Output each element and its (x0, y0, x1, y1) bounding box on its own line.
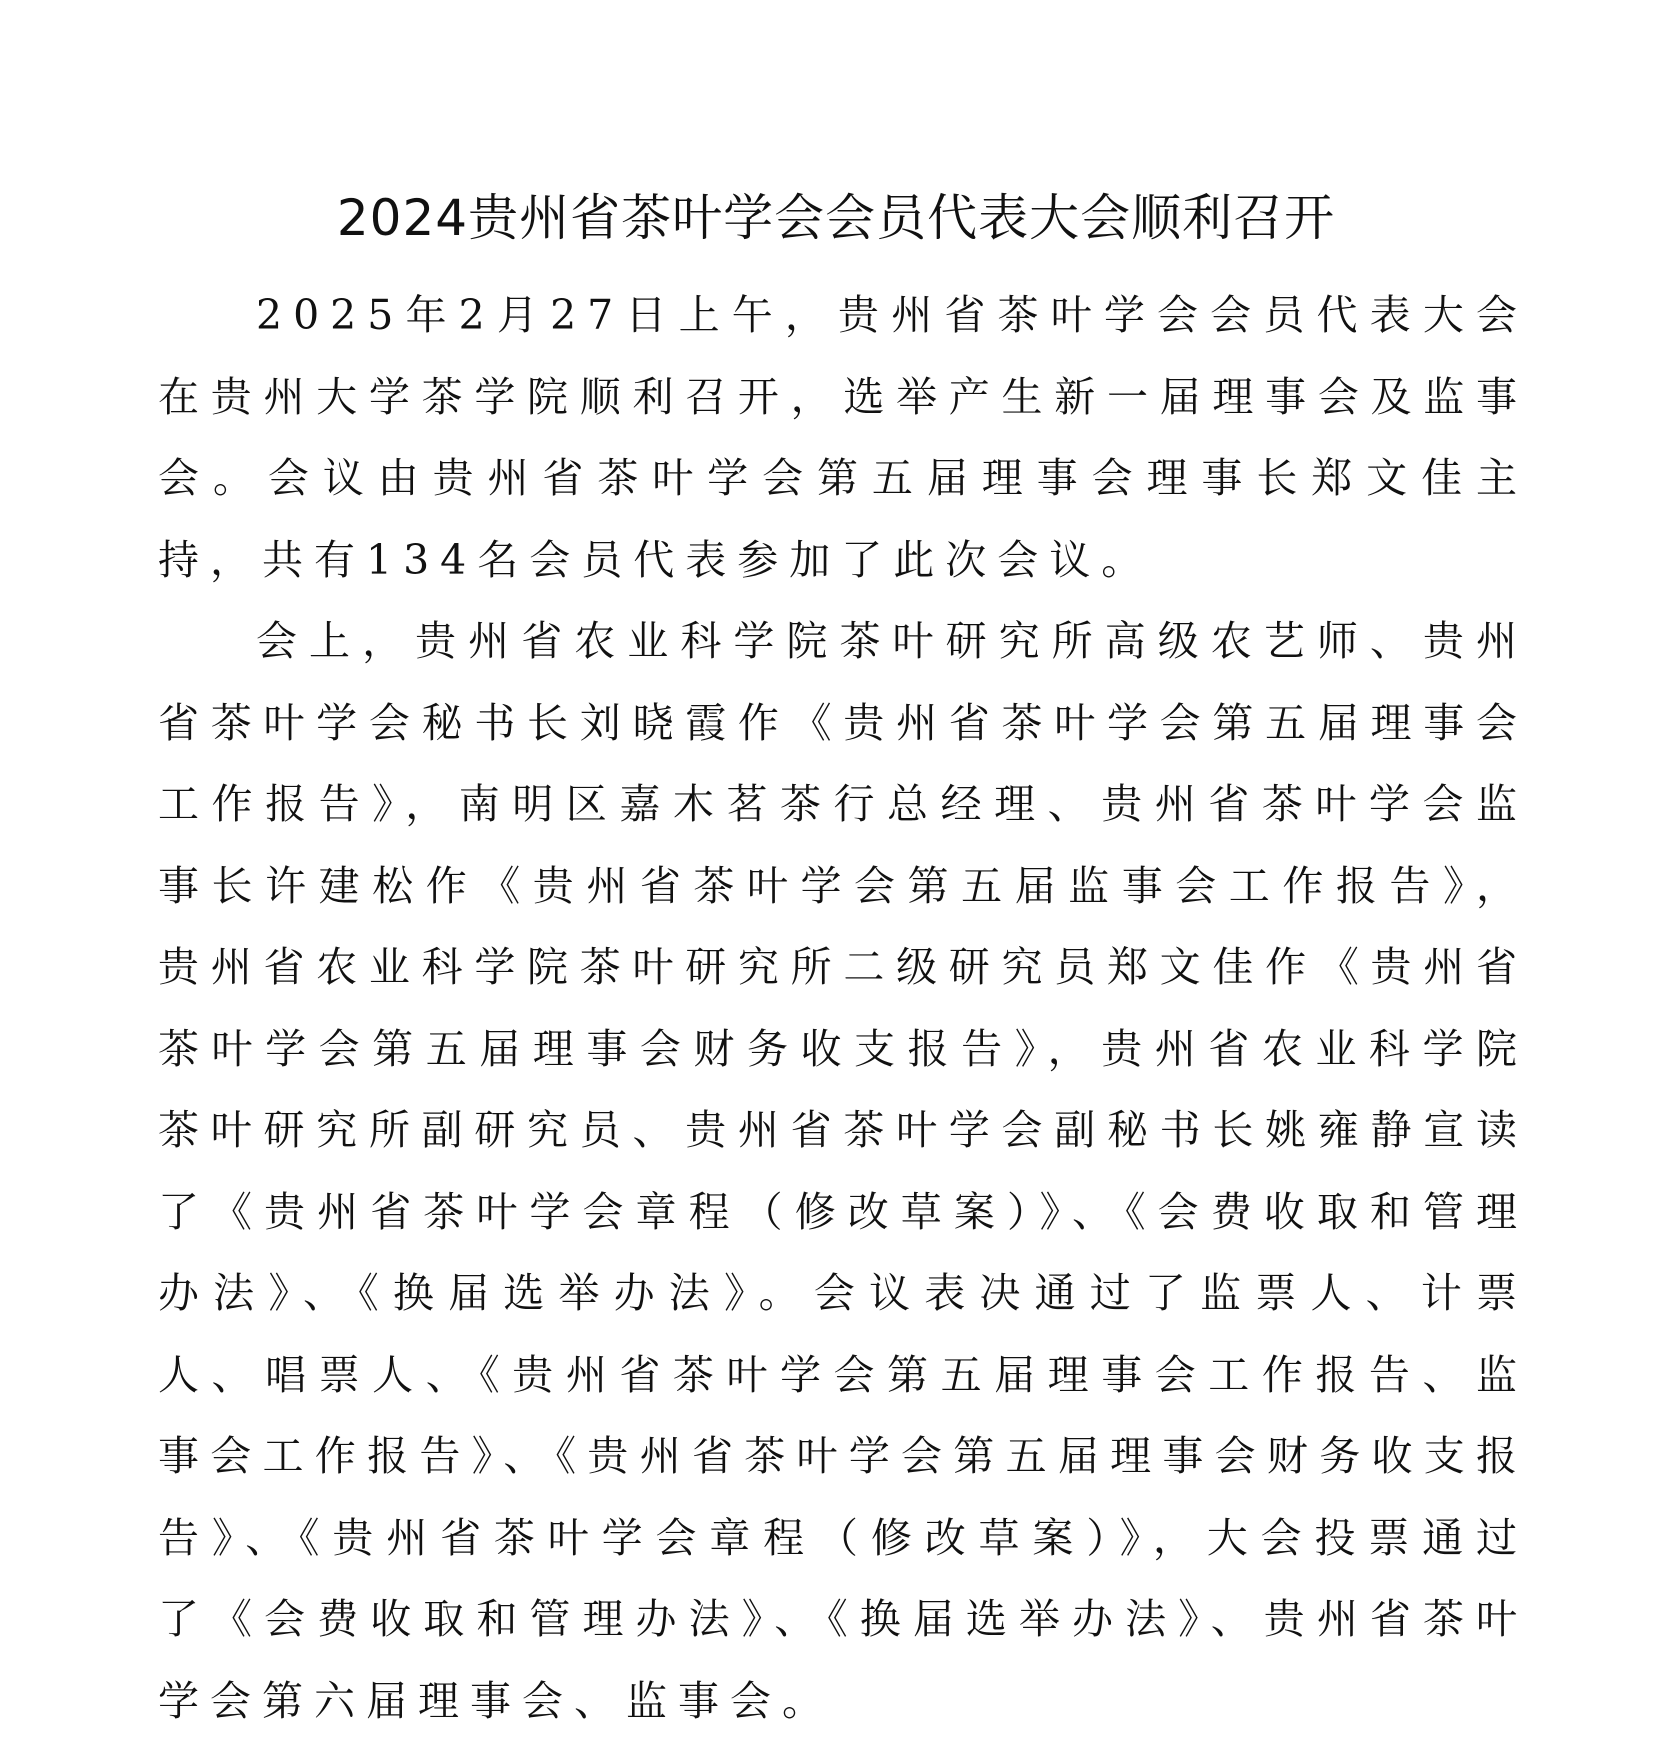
paragraph-meeting-summary: 2025年2月27日上午，贵州省茶叶学会会员代表大会在贵州大学茶学院顺利召开，选举产生新一届理事会及监事会。会议由贵州省茶叶学会第五届理事会理事长郑文佳主持，共有134名会员代表参加了此次会议。 (158, 291, 1528, 584)
document-body (158, 275, 1528, 1742)
paragraph-meeting-agenda: 会上，贵州省农业科学院茶叶研究所高级农艺师、贵州省茶叶学会秘书长刘晓霞作《贵州省茶叶学会第五届理事会工作报告》，南明区嘉木茗茶行总经理、贵州省茶叶学会监事长许建松作《贵州省茶叶学会第五届监事会工作报告》，贵州省农业科学院茶叶研究所二级研究员郑文佳作《贵州省茶叶学会第五届理事会财务收支报告》，贵州省农业科学院茶叶研究所副研究员、贵州省茶叶学会副秘书长姚雍静宣读了《贵州省茶叶学会章程（修改草案）》、《会费收取和管理办法》、《换届选举办法》。会议表决通过了监票人、计票人、唱票人、《贵州省茶叶学会第五届理事会工作报告、监事会工作报告》、《贵州省茶叶学会第五届理事会财务收支报告》、《贵州省茶叶学会章程（修改草案）》，大会投票通过了《会费收取和管理办法》、《换届选举办法》、贵州省茶叶学会第六届理事会、监事会。 (158, 617, 1528, 1725)
document-title: 2024贵州省茶叶学会会员代表大会顺利召开 (336, 189, 1336, 247)
